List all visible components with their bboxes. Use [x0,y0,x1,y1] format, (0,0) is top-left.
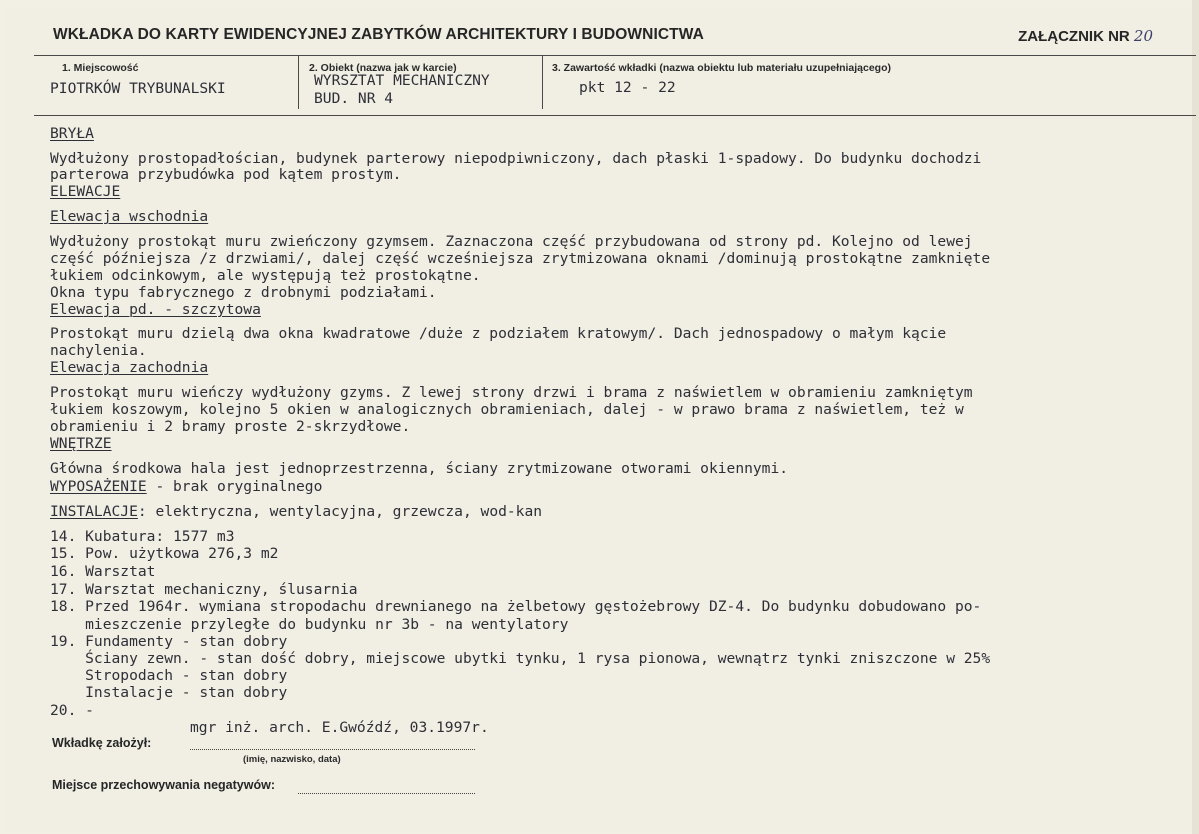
heading-wyposazenie: WYPOSAŻENIE [50,478,147,495]
text-line-instalacje [50,503,542,521]
text-line: Główna środkowa hala jest jednoprzestrzenna, ściany zrytmizowane otworami okiennymi. [50,460,789,477]
text-line: Wydłużony prostopadłościan, budynek parterowy niepodpiwniczony, dach płaski 1-spadowy. Do budynku dochodzi [50,150,982,167]
heading-elewacja-pd: Elewacja pd. - szczytowa [50,301,261,318]
text-line: obramieniu i 2 bramy proste 2-skrzydłowe. [50,418,411,435]
attachment-number [1018,27,1153,45]
attachment-number-value: 20 [1133,27,1153,45]
attachment-label: ZAŁĄCZNIK NR [1018,28,1130,45]
document-title: WKŁADKA DO KARTY EWIDENCYJNEJ ZABYTKÓW ARCHITEKTURY I BUDOWNICTWA [53,26,704,43]
text-line: Wydłużony prostokąt muru zwieńczony gzymsem. Zaznaczona część przybudowana od strony pd. Kolejno od lewej [50,233,973,250]
item-14: 14. Kubatura: 1577 m3 [50,528,235,545]
negatives-dotted-line [298,793,475,794]
author-hint: (imię, nazwisko, data) [243,754,341,765]
text-line: nachylenia. [50,342,147,359]
text-line: łukiem odcinkowym, ale występują też prostokątne. [50,267,481,284]
item-18: 18. Przed 1964r. wymiana stropodachu drewnianego na żelbetowy gęstożebrowy DZ-4. Do budynku dobudowano po- [50,598,982,615]
header-bottom-rule [34,115,1196,116]
negatives-label: Miejsce przechowywania negatywów: [52,778,275,792]
item-18-cont: mieszczenie przyległe do budynku nr 3b - na wentylatory [50,616,569,633]
text-line-wyposazenie [50,478,322,496]
text-line: Prostokąt muru dzielą dwa okna kwadratowe /duże z podziałem kratowym/. Dach jednospadowy o małym kącie [50,325,947,342]
wyposazenie-value: - brak oryginalnego [146,478,323,495]
field-1-value: PIOTRKÓW TRYBUNALSKI [50,80,226,97]
item-15: 15. Pow. użytkowa 276,3 m2 [50,545,279,562]
item-17: 17. Warsztat mechaniczny, ślusarnia [50,581,358,598]
heading-elewacja-zachodnia: Elewacja zachodnia [50,359,209,376]
author-dotted-line [190,749,475,750]
field-2-value-line2: BUD. NR 4 [314,90,394,107]
field-1-label: 1. Miejscowość [62,62,139,74]
instalacje-value: : elektryczna, wentylacyjna, grzewcza, wod-kan [137,503,543,520]
item-20: 20. - [50,702,94,719]
text-line: łukiem koszowym, kolejno 5 okien w analogicznych obramieniach, dalej - w prawo brama z naświetlem, też w [50,401,964,418]
item-19: 19. Fundamenty - stan dobry [50,633,288,650]
field-divider-1 [298,55,299,109]
field-2-label: 2. Obiekt (nazwa jak w karcie) [309,62,457,74]
field-3-label: 3. Zawartość wkładki (nazwa obiektu lub materiału uzupełniającego) [552,62,891,74]
header-top-rule [34,55,1196,56]
field-2-value-line1: WYRSZTAT MECHANICZNY [314,72,490,89]
author-label: Wkładkę założył: [52,736,152,750]
field-divider-2 [542,55,543,109]
text-line: część późniejsza /z drzwiami/, dalej część wcześniejsza zrytmizowana oknami /dominują prostokątne zamknięte [50,250,991,267]
item-16: 16. Warsztat [50,563,156,580]
item-19-installations: Instalacje - stan dobry [50,684,288,701]
author-value: mgr inż. arch. E.Gwóźdź, 03.1997r. [190,719,489,736]
heading-bryla: BRYŁA [50,125,94,142]
text-line: parterowa przybudówka pod kątem prostym. [50,166,402,183]
heading-instalacje: INSTALACJE [50,503,138,520]
heading-wnetrze: WNĘTRZE [50,435,112,452]
text-line: Okna typu fabrycznego z drobnymi podziałami. [50,284,437,301]
card-edge [1192,0,1199,834]
item-19-roof: Stropodach - stan dobry [50,667,288,684]
field-3-value: pkt 12 - 22 [579,79,676,96]
text-line: Prostokąt muru wieńczy wydłużony gzyms. Z lewej strony drzwi i brama z naświetlem w obramieniu zamkniętym [50,384,973,401]
heading-elewacja-wschodnia: Elewacja wschodnia [50,208,209,225]
item-19-walls: Ściany zewn. - stan dość dobry, miejscowe ubytki tynku, 1 rysa pionowa, wewnątrz tynki zniszczone w 25% [50,650,991,667]
heading-elewacje: ELEWACJE [50,183,121,200]
